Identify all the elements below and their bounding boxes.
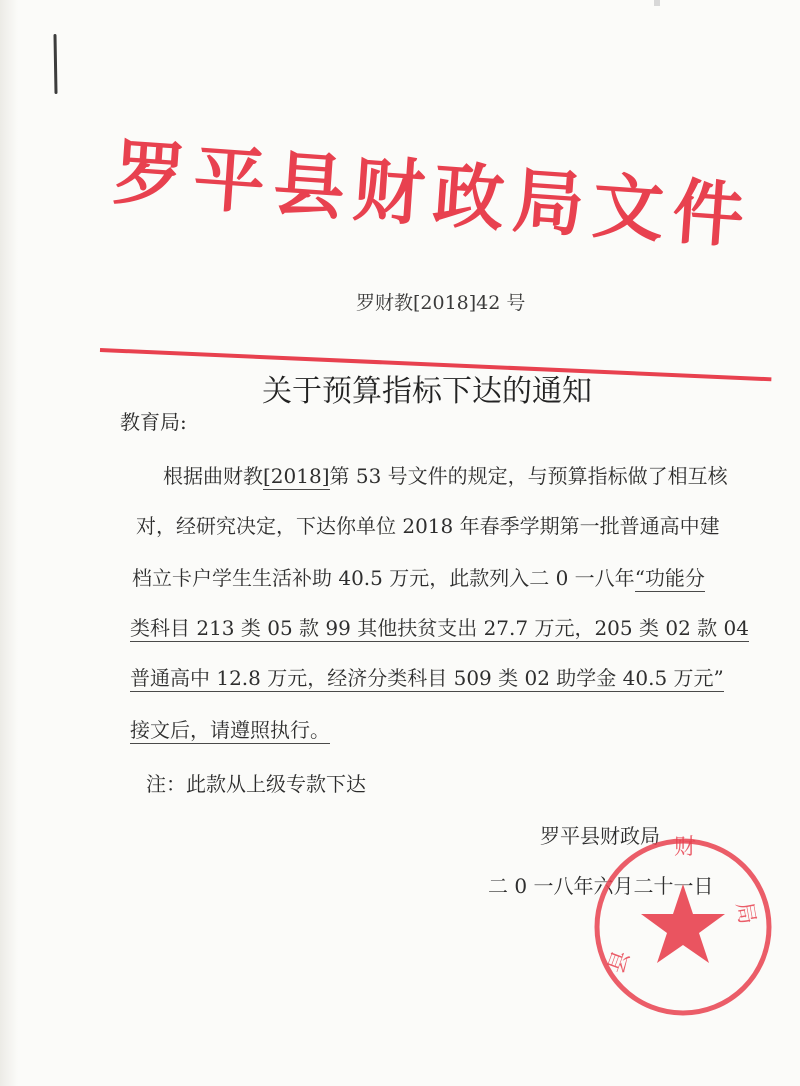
body-line-2 — [136, 510, 720, 539]
notice-title: 关于预算指标下达的通知 — [262, 374, 592, 409]
scan-corner-mark — [654, 0, 660, 6]
underlined-ref: [2018] — [263, 464, 330, 488]
document-number: 罗财教[2018]42 号 — [356, 292, 526, 314]
body-line-6 — [130, 714, 330, 743]
signature-org: 罗平县财政局 — [540, 824, 660, 848]
recipient: 教育局: — [120, 410, 187, 434]
pen-mark — [53, 34, 57, 94]
scan-shadow — [0, 0, 18, 1086]
note: 注：此款从上级专款下达 — [146, 772, 366, 796]
body-line-3 — [132, 562, 705, 591]
body-line-1 — [163, 460, 728, 489]
underlined-text: 普通高中 12.8 万元，经济分类科目 509 类 02 助学金 40.5 万元” — [130, 666, 724, 690]
body-text: 对，经研究决定，下达你单位 2018 年春季学期第一批普通高中建 — [136, 514, 720, 538]
underlined-text: 接文后，请遵照执行。 — [130, 718, 330, 742]
seal-star-icon — [641, 884, 725, 963]
underlined-text: 类科目 213 类 05 款 99 其他扶贫支出 27.7 万元，205 类 02 款 04 — [130, 616, 749, 640]
body-line-5 — [130, 662, 724, 691]
seal-char: 县 — [604, 947, 636, 977]
body-text: 档立卡户学生生活补助 40.5 万元，此款列入二 0 一八年 — [132, 566, 635, 590]
official-seal — [588, 832, 778, 1022]
document-header-title: 罗平县财政局文件 — [111, 129, 756, 259]
body-line-4 — [130, 612, 749, 641]
seal-char: 局 — [730, 900, 760, 927]
underlined-text: “功能分 — [634, 566, 705, 590]
seal-char: 财 — [674, 835, 697, 860]
body-text: 根据曲财教 — [163, 464, 263, 488]
body-text: 第 53 号文件的规定，与预算指标做了相互核 — [329, 464, 728, 488]
signature-date: 二 0 一八年六月二十一日 — [488, 874, 714, 898]
